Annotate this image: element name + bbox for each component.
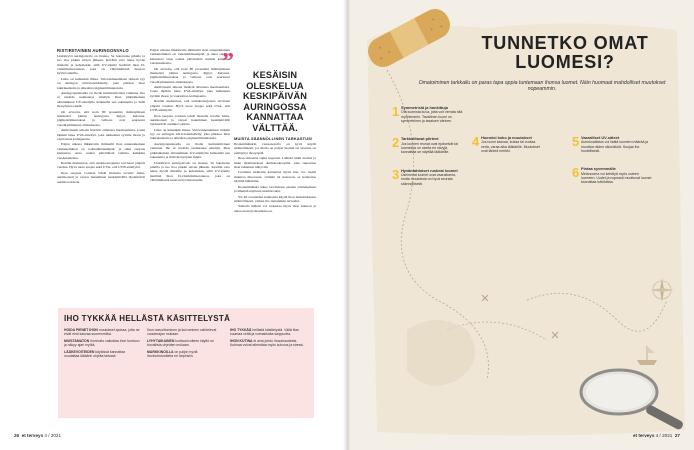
symptoms-column-3 xyxy=(572,106,652,188)
symptom-item xyxy=(392,137,464,154)
tip-lead: IHO TYKKÄÄ xyxy=(230,328,252,332)
tip-text: kortisonivoiteen käyttö on turvallista ohjeiden mukaan. xyxy=(147,338,215,348)
article-column-2 xyxy=(150,48,230,306)
symptom-number: 3 xyxy=(392,166,400,182)
paragraph: Liika on kuitenkin liikaa. Valovanhenemisen tärkein syy on auringon ultraviolettisäteily, joka pilkkoo ihon tukirakenteita ja aiheuttaa pigmenttimuutoksia. xyxy=(150,127,230,141)
paragraph: Luomien tarkkailu kannattaa myös itse. Jos luomi muuttaa muotoaan, väriään tai kokoaan, se kannattaa näyttää lääkärille. xyxy=(234,170,316,184)
tip-item xyxy=(147,350,223,359)
paragraph: Paljon ulkona liikkuvalla ihmisellä ihon ennenaikainen vanheneminen on todennäköisempää, ja siksi suojaus kannattaa ottaa osaksi päivittäistä rutiinia kaikkina vuodenaikoina. xyxy=(57,142,145,160)
pull-quote: KESÄISIN OLESKELUA KESKIPÄIVÄN AURINGOSSA KANNATTAA VÄLTTÄÄ. xyxy=(243,70,307,133)
tip-text: käytössä kannattaa noudattaa lääkärin ohjeita tarkasti. xyxy=(64,349,125,359)
symptom-title: Pintaa syvemmälle xyxy=(581,166,616,172)
issue-label: 4 / 2021 xyxy=(44,433,62,438)
tip-lead: IHON KUTINA xyxy=(230,338,253,343)
paragraph: Auringonpaisteella on iholle kumulatiivinen vaikutus. Iho ei unohda saamaansa säteilyä. Ihon pitkäaikainen altistuminen UV-säteilylle heikentää sen rakennetta ja lisää ihosyöpien riskiä. xyxy=(57,91,145,109)
symptoms-column-2 xyxy=(472,106,542,156)
paragraph: Ihotautilääkäri tekee tarvittaessa pienen toimenpiteen ja lähettää näytteen tutkittavaksi. xyxy=(234,184,316,193)
symptom-item xyxy=(572,136,652,153)
symptom-text: Melanooma voi kehittyä myös uuteen luomeen. Uudet ja nopeasti muuttuvat luomet kannattaa tutkituttaa. xyxy=(581,171,652,185)
tip-item xyxy=(230,339,308,348)
paragraph: Ihotautilääkärin vastaanotolla on hyvä käydä säännöllisesti, jos iholla on paljon luomia tai suvussa on esiintynyt ihosyöpää. xyxy=(234,142,316,155)
tip-text: hellästä käsittelystä. Vältä liian kuumaa vettä ja voimakkaita saippuoita. xyxy=(230,328,299,337)
symptom-title: Symmetrisiä ja hankittuja xyxy=(401,105,448,110)
page-title: TUNNETKO OMAT LUOMESI? xyxy=(481,33,649,72)
symptom-text: Useimmat luomet ovat vaarattomia, mutta muutoksia on hyvä seurata säännöllisesti. xyxy=(401,173,457,186)
symptom-title: Vaaralliset UV-säteet xyxy=(581,135,620,140)
symptom-number: 2 xyxy=(392,135,400,151)
tips-column-1 xyxy=(64,328,140,360)
tip-item xyxy=(147,339,223,348)
symptom-title: Hyväntahtoiset ruskeat luomet xyxy=(401,167,458,173)
symptom-number: 1 xyxy=(392,104,400,119)
symptom-item xyxy=(392,166,464,186)
tip-lead: HOIDA PIENET IHON xyxy=(64,328,98,332)
paragraph: Samalla lääkäri voi tarkastaa myös ihon kunnon ja antaa neuvoja ihonhoitoon. xyxy=(234,204,316,213)
quote-mark-icon: ” xyxy=(222,49,234,75)
issue-label: 4 / 2021 xyxy=(655,433,673,438)
tip-lead: LYHYTAIKAINEN xyxy=(147,338,175,343)
tip-item xyxy=(147,328,223,337)
article-column-3 xyxy=(234,136,316,308)
tips-column-2 xyxy=(147,328,223,360)
article-column-1 xyxy=(57,48,145,304)
symptom-title: Huomioi koko ja muutokset xyxy=(481,135,532,140)
tip-text: muutokset ajoissa, jotta ne eivät ehdi kasvaa suuremmiksi. xyxy=(64,328,140,337)
symptom-number: 4 xyxy=(472,134,480,149)
brand-name: et terveys xyxy=(632,433,655,438)
paragraph: Ihon suojaus voidaan tehdä monella tavalla: hattu, aurinkolasit ja varjon hakeminen keskipäivällä täydentävät aurinkovoidetta. xyxy=(150,113,230,127)
symptom-number: 6 xyxy=(572,165,580,181)
symptoms-column-1 xyxy=(392,106,464,189)
paragraph: Yli 40-vuotiaiden kannattaa käydä ihon tarkastuksessa säännöllisesti, vaikka iho tuntuisikin terveeltä. xyxy=(234,194,316,203)
intro-text: Omatoiminen tarkkailu on paras tapa oppia tuntemaan ihonsa luomet. Näin huomaat mahdolliset muutokset nopeammin. xyxy=(418,80,666,93)
paragraph: Lisääntyvä auringonvalo on ihanaa. Se lekottelee pihalla ja tuo iloa pitkän talven jälkeen. Kevään valo tekee hyvää mielelle ja kehollekin, sillä UV-säteily herättää ihon D-vitamiinituotannon, joka on välttämätöntä luuston hyvinvoinnille. xyxy=(57,54,145,76)
symptom-title: Tarkkailtavat piirteet xyxy=(401,136,439,142)
page-number: 26 xyxy=(14,433,20,438)
paragraph: Ihon tarkastus sujuu nopeasti. Lääkäri tutkii luomet ja muut ihomuutokset dermatoskoopilla, joka suurentaa ihon rakenteet näkyviin. xyxy=(234,156,316,169)
paragraph: Paljon ulkona liikkuvalla ihmisellä ihon ennenaikainen vanheneminen on todennäköisempää, ja siksi suojaus kannattaa ottaa osaksi päivittäistä rutiinia kaikkina vuodenaikoina. xyxy=(150,48,230,66)
tip-item xyxy=(64,328,140,337)
paragraph: Ihon suojaus voidaan tehdä monella tavalla: hattu, aurinkolasit ja varjon hakeminen keskipäivällä täydentävät aurinkovoidetta. xyxy=(57,170,145,184)
section-heading: MUISTA SÄÄNNÖLLINEN TARKASTUS! xyxy=(234,136,313,141)
tip-lead: LÄÄKEVOITEIDEN xyxy=(64,349,95,354)
symptom-text: Jos luomi kasvaa, kutiaa tai vuotaa verta, varaa aika lääkärille. Muutokset ovat tärkeä merkki. xyxy=(481,140,540,154)
tip-lead: MARKKINOILLA xyxy=(147,349,174,354)
tip-item xyxy=(230,328,308,337)
page-number: 27 xyxy=(674,433,680,438)
tip-text: ihonhoito vaikuttaa ihon kuntoon ja näkyy ajan myötä. xyxy=(64,338,140,348)
paragraph: Rentile muistuttaa, että aurinkosuojausta tarvitaan ympäri vuoden. Hyvä tuote suojaa sekä UVA- että UVB-säteilyltä. xyxy=(150,99,230,113)
paragraph: Lisääntyvä auringonvalo on ihanaa. Se lekottelee pihalla ja tuo iloa pitkän talven jälkeen. Kevään valo tekee hyvää mielelle ja kehollekin, sillä UV-säteily herättää ihon D-vitamiinituotannon, joka on välttämätöntä luuston hyvinvoinnille. xyxy=(150,160,230,182)
tip-text: Ihon rasvoittuminen ja kuivuminen vaihtelevat vuodenajan mukaan. xyxy=(147,328,217,337)
paragraph: Aktiiviteetit ulkona lisäävät altistusta huomaamatta. Lasin läpikin tulee UVA-säteilyä, joka tunkeutuu syvälle ihoon ja vaurioittaa kollageenia. xyxy=(150,85,230,98)
tip-item xyxy=(64,339,140,348)
symptom-item xyxy=(392,106,464,123)
tip-lead: MUISTAMATON xyxy=(64,338,90,343)
tip-item xyxy=(64,350,140,359)
section-heading: RISTIRIITAINEN AURINGONVALO xyxy=(57,48,129,53)
paragraph: On arvioitu, että noin 80 prosenttia ikääntymisen merkeistä johtuu auringosta. Rypyt, kuivuus, pigmenttimuutokset ja velttous ovat seurausta vuosikymmenten altistuksesta. xyxy=(57,109,145,127)
symptom-text: Ota luomista kuva, jotta voit verrata sitä myöhemmin. Tavallinen luomi on symmetrinen ja tasaisen värinen. xyxy=(401,110,463,124)
paragraph: Rentile muistuttaa, että aurinkosuojausta tarvitaan ympäri vuoden. Hyvä tuote suojaa sekä UVA- että UVB-säteilyltä. xyxy=(57,161,145,170)
symptom-number: 5 xyxy=(572,134,580,149)
tip-text: on paljon hyviä ihonhoitotuotteita eri tarpeisiin. xyxy=(147,349,198,359)
paragraph: Auringonpaisteella on iholle kumulatiivinen vaikutus. Iho ei unohda saamaansa säteilyä. Ihon pitkäaikainen altistuminen UV-säteilylle heikentää sen rakennetta ja lisää ihosyöpien riskiä. xyxy=(150,142,230,160)
paragraph: On arvioitu, että noin 80 prosenttia ikääntymisen merkeistä johtuu auringosta. Rypyt, kuivuus, pigmenttimuutokset ja velttous ovat seurausta vuosikymmenten altistuksesta. xyxy=(150,66,230,84)
tips-column-3 xyxy=(230,328,308,350)
paragraph: Aktiiviteetit ulkona lisäävät altistusta huomaamatta. Lasin läpikin tulee UVA-säteilyä, joka tunkeutuu syvälle ihoon ja vaurioittaa kollageenia. xyxy=(57,128,145,141)
tip-text: ei aina johdu ihosairaudesta. Kutinaa voivat aiheuttaa myös kuivuus ja stressi. xyxy=(230,338,304,348)
page-folio-right xyxy=(633,433,680,438)
symptom-text: Aurinkoaltistus voi lisätä luomien määrää ja muuttaa niiden ulkonäköä. Suojaa iho huolellisesti. xyxy=(581,140,649,154)
tips-box-title: IHO TYKKÄÄ HELLÄSTÄ KÄSITTELYSTÄ xyxy=(64,314,231,323)
page-gutter xyxy=(343,0,351,450)
tips-box xyxy=(58,308,314,418)
symptom-item xyxy=(572,167,652,184)
brand-name: et terveys xyxy=(21,433,44,438)
paragraph: Liika on kuitenkin liikaa. Valovanhenemisen tärkein syy on auringon ultraviolettisäteily, joka pilkkoo ihon tukirakenteita ja aiheuttaa pigmenttimuutoksia. xyxy=(57,76,145,90)
symptom-item xyxy=(472,136,542,153)
symptom-text: Jos luomen reunat ovat epäselvät tai luomessa on useita eri sävyjä, kannattaa se näyttää lääkärille. xyxy=(401,141,459,155)
page-folio-left xyxy=(14,433,61,438)
right-page xyxy=(347,0,694,450)
